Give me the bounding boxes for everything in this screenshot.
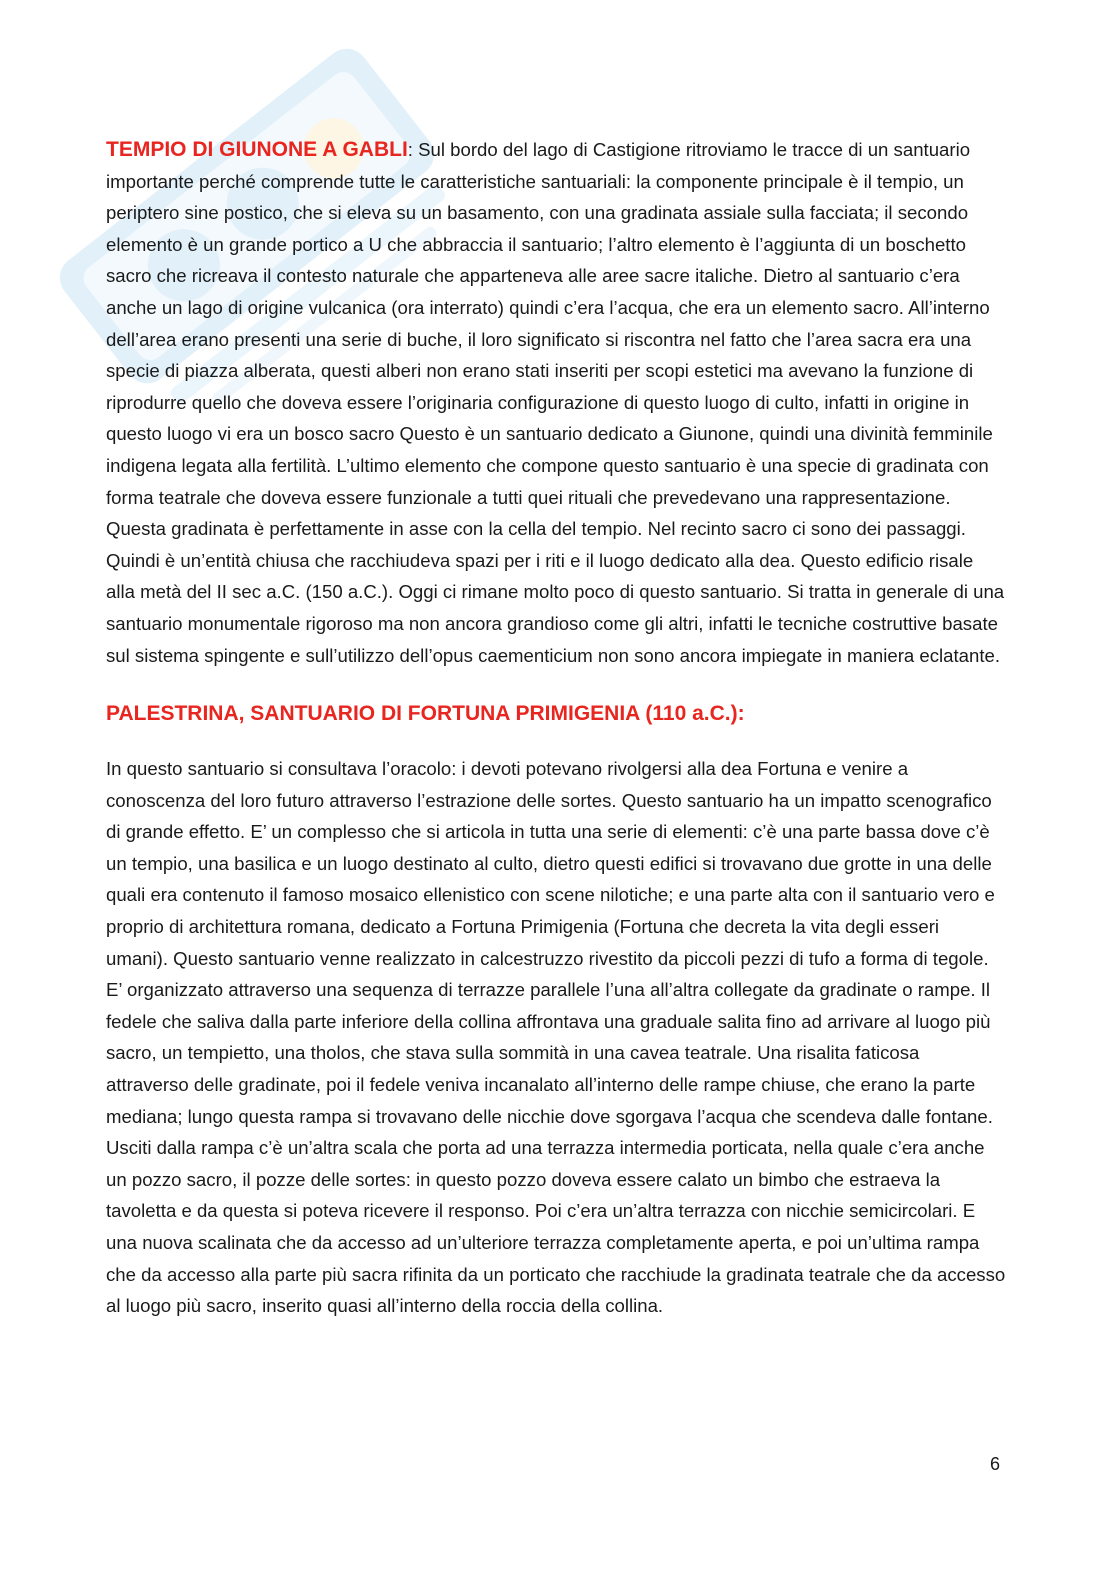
section-heading-gabii: TEMPIO DI GIUNONE A GABLI (106, 138, 408, 161)
section-body-gabii: : Sul bordo del lago di Castigione ritroviamo le tracce di un santuario importante perché comprende tutte le caratteristiche santuariali: la componente principale è il tempio, un periptero sine postico, che si eleva su un basamento, con una gradinata assiale sulla facciata; il secondo elemento è un grande portico a U che abbraccia il santuario; l’altro elemento è l’aggiunta di un boschetto sacro che ricreava il contesto naturale che apparteneva alle aree sacre italiche. Dietro al santuario c’era anche un lago di origine vulcanica (ora interrato) quindi c’era l’acqua, che era un elemento sacro. All’interno dell’area erano presenti una serie di buche, il loro significato si riscontra nel fatto che l’area sacra era una specie di piazza alberata, questi alberi non erano stati inseriti per scopi estetici ma avevano la funzione di riprodurre quello che doveva essere l’originaria configurazione di questo luogo di culto, infatti in origine in questo luogo vi era un bosco sacro Questo è un santuario dedicato a Giunone, quindi una divinità femminile indigena legata alla fertilità. L’ultimo elemento che compone questo santuario è una specie di gradinata con forma teatrale che doveva essere funzionale a tutti quei rituali che prevedevano una rappresentazione. Questa gradinata è perfettamente in asse con la cella del tempio. Nel recinto sacro ci sono dei passaggi. Quindi è un’entità chiusa che racchiudeva spazi per i riti e il luogo dedicato alla dea. Questo edificio risale alla metà del II sec a.C. (150 a.C.). Oggi ci rimane molto poco di questo santuario. Si tratta in generale di una santuario monumentale rigoroso ma non ancora grandioso come gli altri, infatti le tecniche costruttive basate sul sistema spingente e sull’utilizzo dell’opus caementicium non sono ancora impiegate in maniera eclatante. (106, 139, 1005, 666)
section-gabii (106, 134, 1006, 671)
section-body-palestrina: In questo santuario si consultava l’oracolo: i devoti potevano rivolgersi alla dea Fortuna e venire a conoscenza del loro futuro attraverso l’estrazione delle sortes. Questo santuario ha un impatto scenografico di grande effetto. E’ un complesso che si articola in tutta una serie di elementi: c’è una parte bassa dove c’è un tempio, una basilica e un luogo destinato al culto, dietro questi edifici si trovavano due grotte in una delle quali era contenuto il famoso mosaico ellenistico con scene nilotiche; e una parte alta con il santuario vero e proprio di architettura romana, dedicato a Fortuna Primigenia (Fortuna che decreta la vita degli esseri umani). Questo santuario venne realizzato in calcestruzzo rivestito da piccoli pezzi di tufo a forma di tegole. E’ organizzato attraverso una sequenza di terrazze parallele l’una all’altra collegate da gradinate o rampe. Il fedele che saliva dalla parte inferiore della collina affrontava una graduale salita fino ad arrivare al luogo più sacro, un tempietto, una tholos, che stava sulla sommità in una cavea teatrale. Una risalita faticosa attraverso delle gradinate, poi il fedele veniva incanalato all’interno delle rampe chiuse, che erano la parte mediana; lungo questa rampa si trovavano delle nicchie dove sgorgava l’acqua che scendeva dalle fontane. Usciti dalla rampa c’è un’altra scala che porta ad una terrazza intermedia porticata, nella quale c’era anche un pozzo sacro, il pozze delle sortes: in questo pozzo doveva essere calato un bimbo che estraeva la tavoletta e da questa si poteva ricevere il responso. Poi c’era un’altra terrazza con nicchie semicircolari. E una nuova scalinata che da accesso ad un’ulteriore terrazza completamente aperta, e poi un’ultima rampa che da accesso alla parte più sacra rifinita da un porticato che racchiude la gradinata teatrale che da accesso al luogo più sacro, inserito quasi all’interno della roccia della collina. (106, 758, 1006, 1317)
document-body (106, 134, 1006, 1322)
page-number: 6 (990, 1454, 1001, 1474)
section-heading-palestrina: PALESTRINA, SANTUARIO DI FORTUNA PRIMIGENIA (110 a.C.): (106, 702, 745, 726)
